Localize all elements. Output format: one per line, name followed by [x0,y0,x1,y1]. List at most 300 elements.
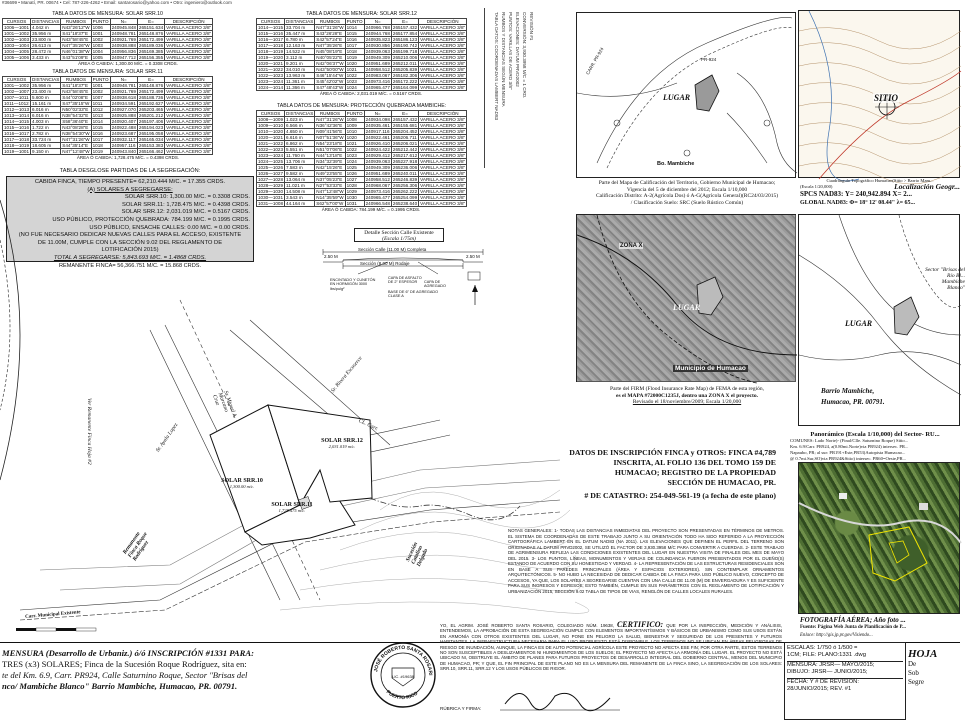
table-cell: 265236.006 [392,165,418,170]
table-cell: N43°50'00"W [316,67,344,72]
table-cell: 265206.021 [392,141,418,146]
certifico-block [440,622,782,718]
svg-text:CONVERSIÓN: 3,930.3958 M/C = 1: CONVERSIÓN: 3,930.3958 M/C = 1 CRD. [522,12,527,99]
firm-map [576,214,796,382]
calificacion-lugar: LUGAR [663,93,691,102]
title-block: MENSURA (Desarrollo de Urbaniz.) ó/ó INSCRIPCIÓN #1331 PARA: TRES (x3) SOLARES; Finca de la Sucesión Roque Rodríguez, sita en: te del Km. 6.9, Carr. PR924, Calle Saturnino Roque, Sector "Brisas del nco/ Mambiche Blanco" Barrio Mambiche, Humacao, PR. 00791. [2,648,254,691]
firm-zone: ZONA X [620,243,643,249]
table-cell: VARILLA ACERO 3/8" [166,37,212,42]
table-cell: 1017 [345,43,364,49]
firm-caption: Parte del FIRM (Flood Insurance Rate Map) de FEMA de esta región, es el MAPA #72000C1235J, dentro una ZONA X el proyecto. Revisado el 18/noviembre/2009; Escala 1/20,000 [610,386,764,405]
owner-rivera: Sr. Rivera Escoserce [330,355,364,394]
table-cell: S46°15'44"W [316,73,344,78]
table-cell: 1027—1028 [258,177,284,182]
table-header-cell: CURSOS [257,19,285,25]
table-cell: S47°48'43"W [316,85,344,90]
table-cell: 26.613 m [31,43,61,49]
table-cell: VARILLA ACERO 3/8" [420,195,466,200]
table-cell: 1016 [91,131,110,137]
table-cell: 1014 [91,119,110,125]
table-cell: 240965.477 [365,85,390,90]
table-cell: 265227.918 [392,159,418,164]
table-cell: N46°01'38"W [62,49,90,54]
table-cell: 1016 [345,37,364,43]
table-cell: 1015—1016 [258,31,284,36]
segregation-title: TABLA DESGLOSE PARTIDAS DE LA SEGREGACIÓN: [59,168,201,174]
table-cell: 265172.499 [138,37,164,42]
table-cell: 265164.099 [392,85,418,90]
table-cell: 265157.432 [392,25,418,30]
street-note-asfalto: CAPA DE ASFALTO DE 2" ESPESOR [388,276,422,285]
segregation-line: SOLAR SRR.12: 2,031.019 M/C. = 0.5167 CRDS. [121,209,250,216]
table-cell: 265192.627 [138,101,164,106]
table-cell: N47°31'26"W [316,117,344,122]
table-cell: 1026—1027 [258,171,284,176]
table-cell: 265201.212 [138,113,164,118]
table-cell: S44°35'14"E [61,143,91,149]
calificacion-zone: PR-924 [701,57,717,62]
table-cell: 240958.512 [365,177,390,182]
table-cell: 240947.712 [111,55,136,60]
table-header-cell: N= [364,19,391,25]
table-cell: 5.600 m [31,95,61,101]
table-cell: N43°08'28"E [61,125,91,131]
table-cell: VARILLA ACERO 3/8" [420,129,466,134]
sector-town: Humacao, PR. 00791. [821,398,885,406]
calificacion-road: CARR. PR-924 [585,46,605,76]
table-cell: 265189.036 [138,43,164,48]
firm-lugar: LUGAR [673,303,701,312]
table-cell: 265203.465 [138,107,164,112]
street-section-detail [318,228,488,312]
table-cell: 1022 [345,73,364,79]
table-cell: S42°57'24"E [315,37,345,43]
table-cell: 1006—1001 [4,25,30,30]
table-header-cell: RUMBOS [61,19,91,25]
table-srr10: TABLA DATOS DE MENSURA: SOLAR SRR.10 CURSOS DISTANCIAS RUMBOS PUNTO N= E= DESCRIPCIÓN 1006—1001 4.042 m N43°26'12"W 1006 240945.848 265151.634 VARILLA ACERO 3/8" 1001—1002 35.956 m S41°18'37"E 1001 240948.781 265148.876 VARILLA ACERO 3/8" 1002—1003 23.800 m N43°58'45"E 1002 240921.769 265172.499 VARILLA ACERO 3/8" 1003—1004 26.613 m N47°35'26"W 1003 240938.888 265189.036 VARILLA ACERO 3/8" 1004—1005 28.472 m N46°01'38"W 1004 240956.836 265169.385 VARILLA ACERO 3/8" 1005—1006 3.433 m S43°51'09"E 1005 240947.712 265156.355 VARILLA ACERO 3/8" ÁREA Ó CABIDA: 1,300.00 M/C. = 0.3308 CRDS. [2,12,254,67]
table-cell: 240948.781 [111,31,136,36]
table-cell: 1002 [91,89,110,95]
table-cell: 1019 [345,55,364,61]
table-cell: 1005—1006 [4,55,30,60]
table-cell: S41°18'37"E [61,31,91,37]
calificacion-caption: Parte del Mapa de Calificación del Territorio, Gobierno Municipal de Humacao; Vigencia del 5 de diciembre del 2012; Escala 1/10,000 Calificación Distrito: A-2(Agrícola Dos) ó A-G(Agrícola General)(RC24/03/2015) / Clasificación Suelo: SRC (Suelo Rústico Común) [595,180,779,206]
table-cell: 13.706 m [285,159,315,165]
table-cell: 240938.618 [111,95,136,100]
table-cell: VARILLA ACERO 3/8" [166,131,212,136]
table-header-cell: RUMBOS [315,111,345,117]
table-cell: 240965.477 [365,195,390,200]
table-header-cell: DISTANCIAS [286,111,314,116]
table-cell: VARILLA ACERO 3/8" [420,73,466,78]
table-header-cell: RUMBOS [61,77,91,83]
table-cell: VARILLA ACERO 3/8" [166,89,212,94]
table-header-cell: N= [110,19,137,25]
table-cell: VARILLA ACERO 3/8" [420,189,466,194]
table-header-cell: PUNTO [346,19,363,24]
certifico-word: CERTIFICO: [616,620,664,629]
svg-text:ELEVACIONES: DATUM PRVD2002: ELEVACIONES: DATUM PRVD2002 [515,12,520,87]
table-srr11: TABLA DATOS DE MENSURA: SOLAR SRR.11 CURSOS DISTANCIAS RUMBOS PUNTO N= E= DESCRIPCIÓN 1001—1002 35.956 m S41°18'37"E 1001 240948.781 265148.876 VARILLA ACERO 3/8" 1002—1007 23.400 m N43°58'45"E 1002 240921.769 265172.499 VARILLA ACERO 3/8" 1007—1011 5.600 m S44°02'08"E 1007 240938.618 265188.736 VARILLA ACERO 3/8" 1011—1012 15.161 m S47°35'15"W 1011 240934.591 265192.627 VARILLA ACERO 3/8" 1012—1013 6.016 m N50°02'33"E 1012 240927.070 265203.465 VARILLA ACERO 3/8" 1013—1014 6.016 m N38°54'32"E 1013 240925.888 265201.212 VARILLA ACERO 3/8" 1014—1015 4.003 m S58°36'40"E 1014 240920.407 265197.406 VARILLA ACERO 3/8" 1015—1016 1.722 m N43°08'28"E 1015 240922.488 265194.023 VARILLA ACERO 3/8" 1016—1017 2.782 m N38°54'30"W 1016 240923.687 265195.058 VARILLA ACERO 3/8" 1017—1018 33.724 m N47°31'26"W 1017 240932.117 265165.034 VARILLA ACERO 3/8" 1018—1019 18.605 m S44°35'14"E 1018 240957.116 265153.383 VARILLA ACERO 3/8" 1019—1001 9.150 m N47°12'48"W 1019 240943.840 265166.462 VARILLA ACERO 3/8" ÁREA Ó CABIDA: 1,728.475 M/C. = 0.4398 CRDS. [2,70,254,161]
table-cell: N09°41'56"E [315,129,345,135]
table-cell: 33.704 m [285,25,315,31]
table-cell: 1001 [91,31,110,37]
table-cell: N47°35'26"W [62,43,90,48]
table-cell: 2.782 m [31,131,61,137]
table-cell: 3.433 m [31,55,61,61]
table-cell: 1024—1025 [258,159,284,164]
table-cell: 265186.123 [392,37,418,42]
table-cell: N51°07'06"E [315,147,345,153]
table-cell: 240921.769 [111,89,136,94]
table-cell: VARILLA ACERO 3/8" [420,117,466,122]
table-cell: VARILLA ACERO 3/8" [166,137,212,142]
table-cell: 265262.222 [392,189,418,194]
table-cell: 240924.422 [365,147,390,152]
table-cell: 1030 [345,195,364,201]
table-cell: VARILLA ACERO 3/8" [166,149,212,154]
table-cell: 1020 [345,135,364,141]
table-cell: 11.361 m [285,79,315,85]
table-cell: 265166.462 [138,149,164,154]
topo-map [798,10,960,178]
segregation-line: (NO FUE NECESARIO DEDICAR NUEVAS CALLES PARA EL ACCESO, EXISTENTE [18,232,242,239]
table-cell: 1018 [91,143,110,149]
table-cell: 265199.718 [392,49,418,54]
owner-ayala: Sr. Ayala Lopez [155,422,180,454]
table-srr12: TABLA DATOS DE MENSURA: SOLAR SRR.12 CURSOS DISTANCIAS RUMBOS PUNTO N= E= DESCRIPCIÓN 1014—1015 33.704 m N47°31'26"W 1014 240966.768 265157.432 VARILLA ACERO 3/8" 1015—1016 35.447 m S43°26'28"E 1015 240944.768 265177.854 VARILLA ACERO 3/8" 1016—1017 6.780 m S42°57'24"E 1016 240935.823 265186.123 VARILLA ACERO 3/8" 1017—1018 12.163 m N47°35'26"E 1017 240930.856 265190.742 VARILLA ACERO 3/8" 1018—1019 14.522 m N45°08'19"E 1018 240939.063 265199.718 VARILLA ACERO 3/8" 1019—1020 3.112 m N40°05'22"E 1019 240949.309 265210.006 VARILLA ACERO 3/8" 1020—1021 9.201 m N42°06'37"W 1020 240951.689 265212.011 VARILLA ACERO 3/8" 1021—1022 34.010 m N43°50'00"W 1021 240958.512 265205.839 VARILLA ACERO 3/8" 1022—1023 13.963 m S46°15'44"W 1022 240983.067 265182.306 VARILLA ACERO 3/8" 1023—1024 11.361 m S45°42'02"W 1023 240973.416 265172.222 VARILLA ACERO 3/8" 1024—1014 11.366 m S47°48'43"W 1024 240965.477 265164.099 VARILLA ACERO 3/8" ÁREA Ó CABIDA: 2,031.019 M/C. = 0.5167 CRDS. [256,12,486,97]
table-cell: VARILLA ACERO 3/8" [166,31,212,36]
table-cell: VARILLA ACERO 3/8" [420,31,466,36]
table-cell: 240949.309 [365,55,390,60]
segregation-line: USO PÚBLICO, PROTECCIÓN QUEBRADA: 784.199 M/C. = 0.1995 CRDS. [52,216,250,223]
table-header-cell: PUNTO [92,19,109,24]
table-cell: 11.366 m [285,85,315,91]
table-cell: 1001 [91,83,110,89]
table-quebrada: TABLA DATOS DE MENSURA: PROTECCIÓN QUEBRADA MAMBICHE: CURSOS DISTANCIAS RUMBOS PUNTO N= E= DESCRIPCIÓN 1008—1009 1.023 m N47°31'26"W 1008 240934.098 265157.432 VARILLA ACERO 3/8" 1009—1010 6.566 m N36°42'36"E 1009 240935.461 265155.681 VARILLA ACERO 3/8" 1010—1020 4.650 m N09°41'56"E 1010 240917.116 265204.452 VARILLA ACERO 3/8" 1020—1021 6.616 m N07°51'36"W 1020 240922.461 265206.711 VARILLA ACERO 3/8" 1021—1022 6.862 m N54°23'18"E 1021 240926.410 265206.021 VARILLA ACERO 3/8" 1022—1023 5.551 m N51°07'06"E 1022 240924.422 265212.442 VARILLA ACERO 3/8" 1023—1024 11.760 m N44°13'18"E 1023 240929.412 265217.612 VARILLA ACERO 3/8" 1024—1025 13.706 m N34°32'39"E 1024 240939.063 265227.918 VARILLA ACERO 3/8" 1025—1026 7.583 m N42°15'26"E 1025 240949.309 265236.006 VARILLA ACERO 3/8" 1026—1027 9.582 m N49°23'55"E 1026 240951.689 265240.011 VARILLA ACERO 3/8" 1027—1028 13.064 m N37°05'23"E 1027 240958.512 265246.839 VARILLA ACERO 3/8" 1028—1029 11.021 m N27°53'33"E 1028 240968.067 265256.306 VARILLA ACERO 3/8" 1029—1030 14.508 m N47°12'48"W 1029 240973.416 265262.222 VARILLA ACERO 3/8" 1030—1031 3.543 m N14°35'59"W 1030 240965.477 265254.099 VARILLA ACERO 3/8" 1031—1008 44.164 m S62°57'00"W 1031 240966.548 265238.640 VARILLA ACERO 3/8" ÁREA Ó CABIDA: 784.199 M/C. = 0.1995 CRDS. [256,104,486,213]
table-cell: 1019—1020 [258,55,284,60]
table-cell: S45°42'02"W [316,79,344,84]
table-cell: 1016—1017 [258,37,284,42]
table-cell: 3.543 m [285,195,315,201]
table-cell: N43°58'45"E [61,37,91,43]
signature-svg [500,684,620,714]
table-cell: 1023 [345,153,364,159]
table-cell: VARILLA ACERO 3/8" [166,43,212,48]
table-cell: 1007 [91,95,110,101]
table-cell: N43°58'45"E [61,89,91,95]
table-cell: VARILLA ACERO 3/8" [420,183,466,188]
info-block: ESCALAS: 1/750 ó 1/500 = 1CM; FILE: PLANO:1331 .dwg MENSURA: JRSR— MAYO/2015; DIBUJO: JRSR— JUNIO/2015; FECHA: Y # DE REVISIÓN: 28/JUNIO/2015; REV. #1 [784,642,906,720]
table-cell: 44.164 m [285,201,315,207]
segregation-line: LOTIFICACIÓN 2015) [101,247,159,254]
firm-map-svg [577,215,797,383]
table-cell: 28.472 m [31,49,61,55]
table-header-cell: E= [137,19,164,25]
svg-text:RUMBOS Y DISTANCIAS SEGÚN MENS: RUMBOS Y DISTANCIAS SEGÚN MENSURA [501,12,506,107]
sector-barrio: Barrio Mambiche, [821,387,875,395]
table-cell: 1031—1008 [258,201,284,206]
segregation-line: (A) SOLARES A SEGREGARSE: [87,186,173,193]
table-cell: 240951.689 [365,171,390,176]
table-cell: 1015 [91,125,110,131]
surveyor-seal [368,640,438,710]
segregation-line: SOLAR SRR.11: 1,728.475 M/C. = 0.4398 CRDS. [122,201,250,208]
table-cell: 1003 [91,43,110,49]
area-srr12: ÁREA Ó CABIDA: 2,031.019 M/C. = 0.5167 CRDS. [319,91,423,96]
table-cell: VARILLA ACERO 3/8" [420,43,466,48]
table-cell: 265194.023 [138,125,164,130]
table-cell: 1018—1019 [4,143,30,148]
table-cell: 1004 [91,49,110,55]
table-cell: VARILLA ACERO 3/8" [420,171,466,176]
table-cell: VARILLA ACERO 3/8" [420,177,466,182]
table-cell: 240966.768 [365,25,390,30]
table-cell: 9.201 m [285,61,315,67]
table-cell: S62°57'00"W [316,201,344,206]
table-cell: 240948.781 [111,83,136,88]
table-cell: 265157.432 [392,117,418,122]
svg-text:TABLA DATOS: COORDENADAS LAMBE: TABLA DATOS: COORDENADAS LAMBERT NAD83 [494,12,499,121]
table-cell: 35.956 m [31,83,61,89]
table-cell: 15.161 m [31,101,61,107]
table-cell: 1022 [345,147,364,153]
table-cell: 1015 [345,31,364,37]
table-cell: 240935.823 [365,37,390,42]
table-cell: 265172.222 [392,79,418,84]
table-cell: 265156.355 [138,55,164,60]
table-cell: 265172.499 [138,89,164,94]
calificacion-barrio: Bo. Mambiche [657,161,695,167]
table-cell: 240921.769 [111,37,136,42]
table-header-cell: RUMBOS [315,19,345,25]
table-cell: 240929.412 [365,153,390,158]
notas-generales: NOTAS GENERALES: 1- TODAS LAS DISTANCIAS INMEDIATAS DEL PROYECTO SON PRESENTADAS EN TÉRMINOS DE METROS. EL SISTEMA DE COORDENADAS DE ESTE TRABAJO JUNTO A SU ORIENTACIÓN TODO HA SIDO REFERIDO A LA PROYECCIÓN CARTOGRÁFICA LAMBERT EN EL DATUM NAD83 (NA 2011). LAS ELEVACIONES QUE DEFINEN EL PERFIL DEL TERRENO SON ORIGINADAS AL DATUM PRVD2002, SE UTILIZÓ EL FACTOR DE 3,930.3958 M/C PARA CONVERTIR A CUERDAS. 2- ESTE TRABAJO DE AGRIMENSURA REFLEJA LAS CONDICIONES EXISTENTES DEL LUGAR EN NUESTRA VISITA DE FINALES DEL MES DE MAYO DEL 2015. 3- LOS PUNTOS, LÍNEAS, MONUMENTOS Y VERJAS DE COLINDANCIA FUERON PRESENTADOS POR EL DUEÑO(S) ESTANDO DE ACUERDO CON SU HONESTIDAD Y VERDAD. 4- LA REPRESENTACIÓN DE LAS ESTRUCTURAS RESIDENCIALES SON EN BASE A SUS PAREDES PRINCIPALES (ÁREA Y ESPACIOS EXTERIORES). SIN CONTEMPLAR ORNAMENTOS ARQUITECTÓNICOS. 5- NO HUBO LA NECESIDAD DE DEDICAR CABIDA DE LA FINCA PARA USO PÚBLICO NUEVO, CONCEPTO DE ACCESOS, YA QUE, LOS SOLARES A SEGREGARSE CUENTAN CON UNA CALLE DE 11.00 (M) DE ENVERGADURA Y ES SUFICIENTE PARA SUS INGRESOS Y EGRESOS; ESTO TAMBIÉN, CUMPLE EN SUS PARÁMETROS CON EL REGLAMENTO DE LOTIFICACIÓN Y URBANIZACIÓN 2015, SECCIÓN 9.02 TABLA DE TIPOS DE VIAS, RENGLÓN DE CALLES LOCALES RURALES. [508,528,784,594]
table-cell: 240926.410 [365,141,390,146]
table-cell: VARILLA ACERO 3/8" [166,101,212,106]
table-cell: 6.780 m [285,37,315,43]
table-cell: VARILLA ACERO 3/8" [166,83,212,88]
table-cell: 240957.116 [111,143,136,148]
table-cell: 265169.385 [138,49,164,54]
table-cell: 265153.383 [138,143,164,148]
table-cell: 1019 [91,149,110,155]
table-cell: 4.650 m [285,129,315,135]
street-note-encintado: ENCINTADO Y CUNETÓN EN HORMIGÓN 3000 lbs/pulg² [330,278,376,291]
table-cell: 265148.876 [138,31,164,36]
table-cell: 240925.888 [111,113,136,118]
segregation-line: TOTAL A SEGREGARSE: 5,843.693 M/C. = 1.4868 CRDS. [53,254,207,261]
table-cell: 240917.116 [365,129,390,134]
table-cell: VARILLA ACERO 3/8" [166,143,212,148]
table-row [257,201,467,207]
table-cell: 1002—1003 [4,37,30,42]
table-header-cell: E= [137,77,164,83]
table-cell: VARILLA ACERO 3/8" [166,107,212,112]
table-cell: 13.963 m [285,73,315,79]
table-cell: VARILLA ACERO 3/8" [420,123,466,128]
table-row [3,55,213,61]
table-cell: 1016—1017 [4,131,30,136]
table-cell: 9.582 m [285,171,315,177]
table-cell: 6.016 m [31,113,61,119]
table-cell: 1021 [345,67,364,73]
table-cell: N42°06'37"W [316,61,344,66]
aerial-photo [798,462,960,614]
table-cell: 265212.011 [392,61,417,66]
table-cell: N14°35'59"W [316,195,344,200]
table-cell: 4.003 m [31,119,61,125]
segregation-line: DE 11.00M, CUMPLE CON LA SECCIÓN 9.02 DEL REGLAMENTO DE [37,239,223,246]
street-dim-right: 2.50 M [466,254,480,259]
table-cell: 265240.011 [392,171,417,176]
table-cell: VARILLA ACERO 3/8" [420,141,466,146]
table-cell: 265217.612 [392,153,418,158]
table-header-cell: DESCRIPCIÓN [419,111,467,117]
table-cell: N37°05'23"E [315,177,345,183]
table-row [257,85,467,91]
table-cell: VARILLA ACERO 3/8" [166,49,212,54]
table-cell: N47°12'48"W [62,149,90,154]
header-contact: #36699 • Manatí, PR. 00674 • Cel: 787-226-4262 • Email: santarosario@yahoo.com • Otro: ingeniero@outlook.com [2,0,232,5]
table-cell: 240927.070 [111,107,136,112]
table-cell: 1020—1021 [258,135,284,140]
table-cell: 1012 [91,107,110,113]
table-cell: 240934.098 [365,117,390,122]
table-cell: 5.551 m [285,147,315,153]
street-rodaje-label: Sección (8.00 M) Rodaje [360,261,410,266]
table-cell: VARILLA ACERO 3/8" [166,55,212,60]
table-header-cell: PUNTO [92,77,109,82]
remanente-finca: Remanente Finca Roque Rodríguez [122,530,151,563]
table-cell: N50°02'33"E [61,107,91,113]
table-cell: 1023—1024 [258,153,284,158]
table-header-cell: E= [391,19,418,25]
street-dim-left: 2.50 M [324,254,338,259]
table-cell: 1013 [91,113,110,119]
sector-label: Sector "Brisas del Río Bl... Mambiche Blanco" [925,267,965,291]
table-cell: 6.616 m [285,135,315,141]
table-cell: 1021—1022 [258,141,284,146]
table-cell: VARILLA ACERO 3/8" [166,25,212,30]
table-cell: 12.163 m [285,43,315,49]
table-header-cell: CURSOS [3,19,31,25]
area-srr11: ÁREA Ó CABIDA: 1,728.475 M/C. = 0.4398 CRDS. [76,155,180,160]
table-cell: VARILLA ACERO 3/8" [420,201,466,206]
table-cell: N45°08'19"E [315,49,345,55]
table-cell: 1027 [345,177,364,183]
table-header-cell: DESCRIPCIÓN [419,19,467,25]
vertical-notes-svg [485,8,537,168]
table-cell: 1020—1021 [258,61,284,66]
table-cell: 1023—1024 [258,79,284,84]
sector-map [798,214,965,426]
table-cell: 35.447 m [285,31,315,37]
panoramico-block: Panorámico (Escala 1/10,000) del Sector- RU... COMUNES: Lado Norte)- (Final/Clle. Saturnino Roque) Sitio... Km. 6.9/Carr. PR924, a(0.80mi.Norte)via PR924) intersec. PR... Napaubo, PR; al sur: PR191+Este,PR53)Autopista Humacao... @ 0.7mi.Sur,SO)via PR924&Sitio) intersec. PR60=Oeste,PR... [790,431,940,461]
table-cell: VARILLA ACERO 3/8" [420,55,466,60]
table-cell: 35.956 m [31,31,61,37]
table-cell: 265206.711 [392,135,417,140]
table-cell: N43°26'12"W [62,25,90,30]
table-cell: 265177.854 [392,31,418,36]
table-cell: 240956.836 [111,49,136,54]
table-cell: 1010 [345,129,364,135]
table-cell: 265165.034 [138,137,164,142]
table-cell: 240934.591 [111,101,136,106]
table-cell: 265204.452 [392,129,418,134]
table-cell: 265238.640 [392,201,418,206]
table-cell: VARILLA ACERO 3/8" [420,85,466,90]
seal-svg [368,640,438,710]
table-cell: 1003—1004 [4,43,30,48]
table-cell: 1006 [91,25,110,31]
svg-text:PUERTO RICO: PUERTO RICO [384,689,420,702]
table-cell: 1014—1015 [4,119,30,124]
table-cell: 1009 [345,123,364,129]
table-cell: 33.724 m [31,137,61,143]
table-cell: N36°42'36"E [315,123,345,129]
segregation-line: CABIDA FINCA, TIEMPO PRESENTE= 62,210.444 M/C. = 17.355 CRDS. [34,179,226,185]
table-cell: 240938.888 [111,43,136,48]
certifico-body: QUE POR LA INSPECCIÓN, MEDICIÓN Y ANÁLISIS, ENTENDEMOS, LA APROBACIÓN DE ESTA SEGREGACIÓN CUMPLE CON ELEMENTOS IMPORTANTÍSIMOS Y BÁSICOS DE URBANISMO COMO SUS USOS ESTÁN EN ARMONÍA CON OTROS EXISTENTES DEL LUGAR, NO PONE EN PELIGRO LA SALUD, BIENESTAR Y SEGURIDAD DE LOS PRESENTES Y FUTUROS HABITANTES. LA INFRAESTRUCTURA NECESARIA PARA EL USO PROPUESTO ESTÁ DISPONIBLE. LOS TERRENOS NO SE UBICAN EN ÁREAS PELIGROSAS DE RIESGO DE INUNDACIÓN, AUNQUE, LA FINCA ES DE AUTO POTENCIAL AGRÍCOLA ESTE PROYECTO NO AFECTA ESE FIN; POR OTRA PARTE, ESTOS TERRENOS NO SON SUSCEPTIBLES A DESLIZAMIENTOS NI HUNDIMIENTOS DE LOS SUELOS; EL PROYECTO NO AFECTA LA ARMONÍA DEL LUGAR. EL PROYECTO NO ESTÁ UBICADO NI, OBSTRUYE EL ÁMBITO DE PLANES PARA FUTUROS PROYECTOS DE DESARROLLO INTEGRAL DEL GOBIERNO CENTRAL, MENOS DEL MUNICIPIO DE HUMACAO, PR; Y QUE, EL FIN PRINCIPAL DE ESTE PLANO NO ES LA MENSURA DEL REMANENTE DE LA FINCA SINO, LA SEGREGACIÓN DE LOS SOLARES: SRR.10, SRR.11, SRR.12 Y LOS USOS PÚBLICOS DE RIGOR. [440,623,782,672]
street-detail-title-box: Detalle Sección Calle Existente (Escala 1/75m) [354,228,444,242]
table-cell: 1018 [345,49,364,55]
table-cell: 1023 [345,79,364,85]
table-cell: 265246.839 [392,177,418,182]
table-cell: 265151.634 [138,25,164,30]
inscripcion-block: DATOS DE INSCRIPCIÓN FINCA y OTROS: FINCA #4,789 INSCRITA, AL FOLIO 136 DEL TOMO 159 DE HUMACAO; REGISTRO DE LA PROPIEDAD SECCIÓN DE HUMACAO, PR. # DE CATASTRO: 254-049-561-19 (a fecha de este plano) [569,448,776,500]
firm-muni: Municipio de Humacao [675,365,746,372]
carr-municipal: Carr. Municipal Existente [25,610,81,620]
table-cell: VARILLA ACERO 3/8" [166,113,212,118]
table-cell: 265195.058 [138,131,164,136]
table-cell: 1007—1011 [4,95,29,100]
table-cell: 1024 [345,85,364,91]
table-cell: VARILLA ACERO 3/8" [166,95,212,100]
table-cell: S58°36'40"E [61,119,91,125]
table-cell: 1028 [345,183,364,189]
table-cell: 240973.416 [365,189,390,194]
table-cell: 1017—1018 [258,43,284,48]
table-cell: 23.400 m [31,89,61,95]
table-header-row [3,77,213,83]
segregation-box [6,176,254,262]
table-cell: 1001—1002 [4,83,30,88]
aerea-caption: FOTOGRAFÍA AÉREA; Año foto ... Fuente: Página Web Junta de Planificación de P... Enlace: http://gis.jp.pr.gov/Visiendo... [800,616,906,638]
table-cell: 1014—1015 [258,25,284,30]
table-cell: 1002 [91,37,110,43]
table-cell: 265148.876 [138,83,164,88]
table-cell: N40°05'22"E [315,55,345,61]
table-header-cell: PUNTO [346,111,363,116]
table-cell: 18.605 m [31,143,61,149]
table-cell: 1001—1002 [4,31,30,36]
topo-sitio: SITIO [874,93,899,103]
table-cell: 1009—1010 [258,123,284,128]
table-cell: 1022—1023 [258,147,284,152]
table-cell: 6.566 m [285,123,315,129]
table-cell: 240939.063 [365,49,390,54]
table-cell: 6.862 m [285,141,315,147]
carr-label: CL. Carr. [357,418,379,433]
table-cell: 240944.768 [365,31,390,36]
table-cell: 9.150 m [31,149,61,155]
table-cell: 1012—1013 [4,107,30,112]
table-cell: 1017 [91,137,110,143]
table-cell: 240939.063 [365,159,390,164]
table-cell: 240943.840 [111,149,136,154]
table-cell: 1029 [345,189,364,195]
